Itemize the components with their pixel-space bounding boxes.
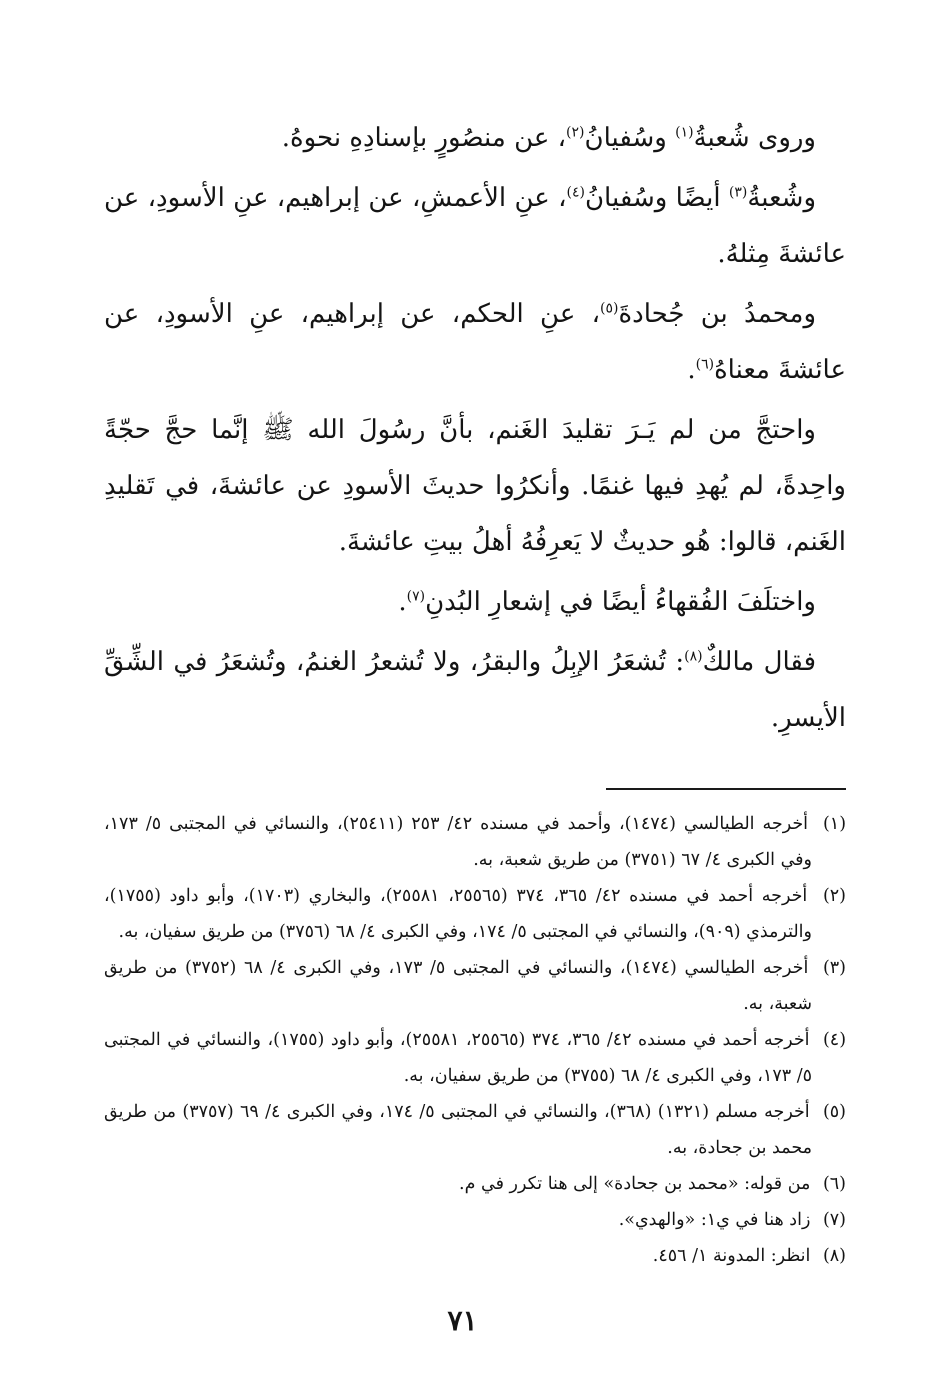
- text-segment: أيضًا وسُفيانُ: [584, 183, 729, 213]
- paragraph: [104, 634, 846, 746]
- paragraph: [104, 110, 846, 166]
- text-segment: ، عنِ الحكم، عن إبراهيم، عنِ الأسودِ، عن عائشةَ معناهُ: [104, 299, 846, 385]
- text-segment: ومحمدُ بن جُحادةَ: [618, 299, 816, 329]
- footnote-reference: (٣): [728, 184, 748, 201]
- paragraph: [104, 574, 846, 630]
- main-text: [104, 110, 846, 746]
- text-segment: ، عنِ الأعمشِ، عن إبراهيم، عنِ الأسودِ، عن عائشةَ مِثلهُ.: [104, 183, 846, 269]
- text-segment: فقال مالكٌ: [702, 647, 817, 677]
- footnote-number: (٤): [822, 1030, 847, 1050]
- footnote-text: أخرجه أحمد في مسنده ٤٢/ ٣٦٥، ٣٧٤ (٢٥٥٦٥، ٢٥٥٨١)، والبخاري (١٧٠٣)، وأبو داود (١٧٥٥)، والترمذي (٩٠٩)، والنسائي في المجتبى ٥/ ١٧٤، وفي الكبرى ٤/ ٦٨ (٣٧٥٦) من طريق سفيان، به.: [104, 886, 812, 942]
- paragraph: [104, 286, 846, 398]
- footnote-text: أخرجه أحمد في مسنده ٤٢/ ٣٦٥، ٣٧٤ (٢٥٥٦٥، ٢٥٥٨١)، وأبو داود (١٧٥٥)، والنسائي في المجتبى ٥/ ١٧٣، وفي الكبرى ٤/ ٦٨ (٣٧٥٥) من طريق سفيان، به.: [104, 1030, 812, 1086]
- paragraph: [104, 170, 846, 282]
- footnote-text: زاد هنا في ي١: «والهدي».: [618, 1210, 811, 1230]
- footnote: [104, 1202, 846, 1238]
- footnote-reference: (٨): [684, 648, 703, 665]
- footnote-text: أخرجه الطيالسي (١٤٧٤)، والنسائي في المجتبى ٥/ ١٧٣، وفي الكبرى ٤/ ٦٨ (٣٧٥٢) من طريق شعبة، به.: [104, 958, 812, 1014]
- footnote-reference: (٤): [566, 184, 585, 201]
- text-segment: .: [687, 355, 696, 385]
- footnote-reference: (٥): [600, 300, 619, 317]
- footnote: [104, 878, 846, 950]
- text-segment: وروى شُعبةُ: [693, 123, 816, 153]
- footnotes: [104, 806, 846, 1274]
- footnote-number: (٨): [822, 1246, 846, 1266]
- footnote-text: انظر: المدونة ١/ ٤٥٦.: [652, 1246, 811, 1266]
- footnote-divider: [606, 788, 846, 790]
- footnote-text: من قوله: «محمد بن جحادة» إلى هنا تكرر في م.: [459, 1174, 811, 1194]
- footnote: [104, 806, 846, 878]
- footnote: [104, 950, 846, 1022]
- footnote-number: (٢): [822, 886, 846, 906]
- text-segment: .: [398, 587, 407, 617]
- footnote-number: (٦): [822, 1174, 846, 1194]
- book-page: [104, 110, 846, 1274]
- footnote: [104, 1022, 846, 1094]
- footnote-number: (٥): [822, 1102, 846, 1122]
- text-segment: وسُفيانُ: [584, 123, 676, 153]
- text-segment: واحتجَّ من لم يَـرَ تقليدَ الغَنم، بأنَّ رسُولَ الله ﷺ إنَّما حجَّ حجّةً واحِدةً، لم يُهدِ فيها غنمًا. وأنكرُوا حديثَ الأسودِ عن عائشةَ، في تَقليدِ الغَنم، قالوا: هُو حديثٌ لا يَعرِفُهُ أهلُ بيتِ عائشةَ.: [104, 415, 846, 557]
- footnote: [104, 1166, 846, 1202]
- footnote-reference: (١): [675, 124, 694, 141]
- footnote-reference: (٧): [406, 588, 426, 605]
- footnote-reference: (٢): [566, 124, 585, 141]
- footnote-number: (٧): [822, 1210, 846, 1230]
- footnote-number: (٣): [822, 958, 846, 978]
- footnote-number: (١): [822, 814, 847, 834]
- footnote-text: أخرجه الطيالسي (١٤٧٤)، وأحمد في مسنده ٤٢/ ٢٥٣ (٢٥٤١١)، والنسائي في المجتبى ٥/ ١٧٣، وفي الكبرى ٤/ ٦٧ (٣٧٥١) من طريق شعبة، به.: [104, 814, 812, 870]
- footnote: [104, 1238, 846, 1274]
- footnote-text: أخرجه مسلم (١٣٢١) (٣٦٨)، والنسائي في المجتبى ٥/ ١٧٤، وفي الكبرى ٤/ ٦٩ (٣٧٥٧) من طريق محمد بن جحادة، به.: [104, 1102, 812, 1158]
- text-segment: وشُعبةُ: [747, 183, 817, 213]
- text-segment: : تُشعَرُ الإبِلُ والبقرُ، ولا تُشعرُ الغنمُ، وتُشعَرُ في الشِّقِّ الأيسرِ.: [104, 647, 846, 733]
- page-number: ٧١: [447, 1304, 478, 1337]
- footnote: [104, 1094, 846, 1166]
- paragraph: [104, 402, 846, 570]
- footnote-reference: (٦): [695, 356, 715, 373]
- text-segment: ، عن منصُورٍ بإسنادِهِ نحوهُ.: [281, 123, 567, 153]
- text-segment: واختلَفَ الفُقهاءُ أيضًا في إشعارِ البُدنِ: [425, 587, 816, 617]
